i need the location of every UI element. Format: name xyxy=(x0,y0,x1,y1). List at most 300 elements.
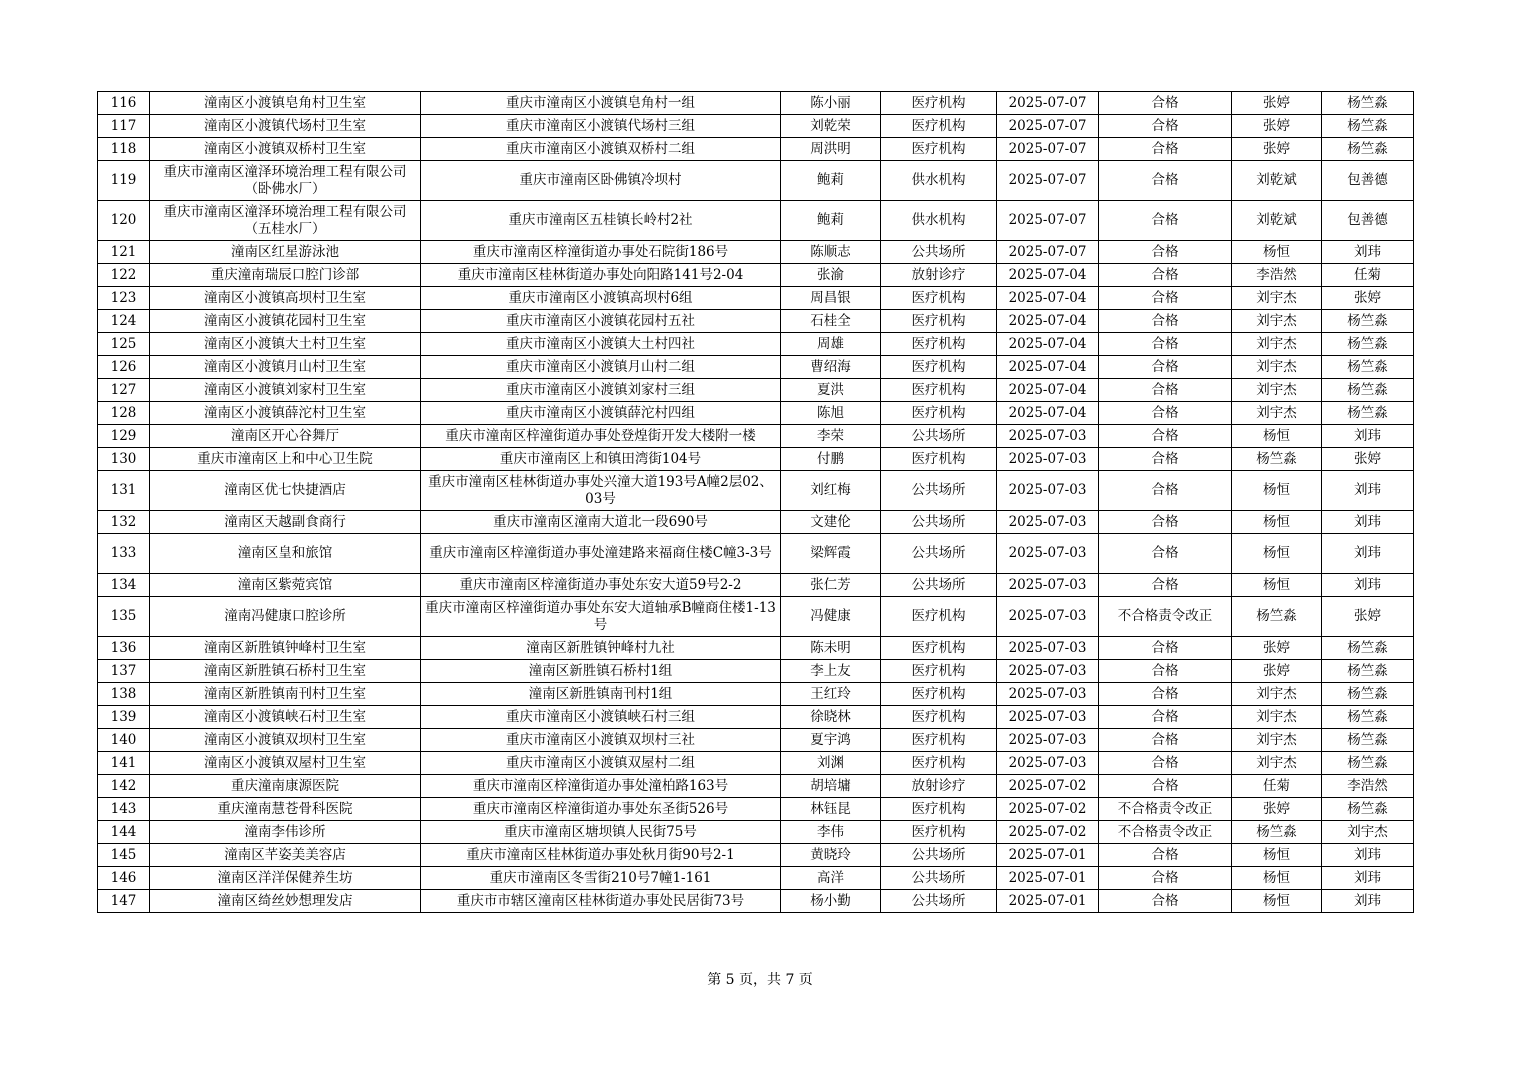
row-number-cell: 127 xyxy=(98,379,150,402)
inspector-2-cell: 刘玮 xyxy=(1322,471,1414,511)
inspection-date-cell: 2025-07-07 xyxy=(997,138,1099,161)
table-row xyxy=(98,683,1414,706)
inspector-2-cell: 刘宇杰 xyxy=(1322,821,1414,844)
table-row xyxy=(98,775,1414,798)
unit-name-cell: 潼南区小渡镇双屋村卫生室 xyxy=(150,752,421,775)
inspection-result-cell: 合格 xyxy=(1099,534,1232,574)
unit-address-cell: 重庆市潼南区五桂镇长岭村2社 xyxy=(421,201,781,241)
unit-address-cell: 重庆市潼南区小渡镇双坝村三社 xyxy=(421,729,781,752)
table-row xyxy=(98,752,1414,775)
table-row xyxy=(98,241,1414,264)
inspection-date-cell: 2025-07-03 xyxy=(997,637,1099,660)
legal-representative-cell: 胡培墉 xyxy=(781,775,881,798)
inspector-1-cell: 杨竺淼 xyxy=(1232,448,1322,471)
legal-representative-cell: 王红玲 xyxy=(781,683,881,706)
inspection-date-cell: 2025-07-03 xyxy=(997,425,1099,448)
inspector-1-cell: 杨竺淼 xyxy=(1232,597,1322,637)
inspection-date-cell: 2025-07-02 xyxy=(997,821,1099,844)
table-row xyxy=(98,287,1414,310)
legal-representative-cell: 付鹏 xyxy=(781,448,881,471)
inspector-1-cell: 张婷 xyxy=(1232,138,1322,161)
legal-representative-cell: 张仁芳 xyxy=(781,574,881,597)
category-cell: 医疗机构 xyxy=(881,402,997,425)
row-number-cell: 138 xyxy=(98,683,150,706)
row-number-cell: 126 xyxy=(98,356,150,379)
inspector-2-cell: 杨竺淼 xyxy=(1322,356,1414,379)
inspection-result-cell: 合格 xyxy=(1099,890,1232,913)
inspector-2-cell: 刘玮 xyxy=(1322,574,1414,597)
category-cell: 医疗机构 xyxy=(881,138,997,161)
legal-representative-cell: 文建伦 xyxy=(781,511,881,534)
legal-representative-cell: 周雄 xyxy=(781,333,881,356)
inspector-2-cell: 杨竺淼 xyxy=(1322,752,1414,775)
unit-name-cell: 重庆市潼南区潼泽环境治理工程有限公司（五桂水厂） xyxy=(150,201,421,241)
table-row xyxy=(98,867,1414,890)
table-row xyxy=(98,138,1414,161)
category-cell: 医疗机构 xyxy=(881,752,997,775)
inspection-date-cell: 2025-07-03 xyxy=(997,752,1099,775)
row-number-cell: 116 xyxy=(98,92,150,115)
unit-name-cell: 潼南冯健康口腔诊所 xyxy=(150,597,421,637)
unit-name-cell: 潼南区皇和旅馆 xyxy=(150,534,421,574)
legal-representative-cell: 夏宇鸿 xyxy=(781,729,881,752)
legal-representative-cell: 曹绍海 xyxy=(781,356,881,379)
inspector-2-cell: 李浩然 xyxy=(1322,775,1414,798)
unit-address-cell: 重庆市市辖区潼南区桂林街道办事处民居街73号 xyxy=(421,890,781,913)
inspector-2-cell: 刘玮 xyxy=(1322,844,1414,867)
unit-address-cell: 重庆市潼南区梓潼街道办事处登煌街开发大楼附一楼 xyxy=(421,425,781,448)
inspector-1-cell: 杨竺淼 xyxy=(1232,821,1322,844)
category-cell: 公共场所 xyxy=(881,844,997,867)
inspector-1-cell: 杨恒 xyxy=(1232,425,1322,448)
inspection-result-cell: 合格 xyxy=(1099,287,1232,310)
row-number-cell: 121 xyxy=(98,241,150,264)
inspection-date-cell: 2025-07-02 xyxy=(997,798,1099,821)
unit-address-cell: 重庆市潼南区桂林街道办事处兴潼大道193号A幢2层02、03号 xyxy=(421,471,781,511)
row-number-cell: 132 xyxy=(98,511,150,534)
inspector-1-cell: 张婷 xyxy=(1232,115,1322,138)
row-number-cell: 145 xyxy=(98,844,150,867)
unit-name-cell: 潼南区小渡镇峡石村卫生室 xyxy=(150,706,421,729)
category-cell: 医疗机构 xyxy=(881,637,997,660)
row-number-cell: 125 xyxy=(98,333,150,356)
row-number-cell: 133 xyxy=(98,534,150,574)
table-row xyxy=(98,201,1414,241)
inspection-date-cell: 2025-07-04 xyxy=(997,333,1099,356)
category-cell: 放射诊疗 xyxy=(881,775,997,798)
inspection-result-cell: 合格 xyxy=(1099,310,1232,333)
inspector-2-cell: 刘玮 xyxy=(1322,241,1414,264)
unit-address-cell: 重庆市潼南区梓潼街道办事处潼建路来福商住楼C幢3-3号 xyxy=(421,534,781,574)
table-row xyxy=(98,471,1414,511)
table-row xyxy=(98,448,1414,471)
unit-name-cell: 潼南区小渡镇高坝村卫生室 xyxy=(150,287,421,310)
inspection-result-cell: 不合格责令改正 xyxy=(1099,597,1232,637)
row-number-cell: 122 xyxy=(98,264,150,287)
inspector-2-cell: 张婷 xyxy=(1322,287,1414,310)
row-number-cell: 118 xyxy=(98,138,150,161)
table-row xyxy=(98,310,1414,333)
unit-address-cell: 重庆市潼南区梓潼街道办事处潼柏路163号 xyxy=(421,775,781,798)
inspector-2-cell: 张婷 xyxy=(1322,597,1414,637)
inspector-1-cell: 张婷 xyxy=(1232,92,1322,115)
category-cell: 医疗机构 xyxy=(881,706,997,729)
inspection-date-cell: 2025-07-04 xyxy=(997,379,1099,402)
category-cell: 医疗机构 xyxy=(881,821,997,844)
legal-representative-cell: 石桂全 xyxy=(781,310,881,333)
category-cell: 公共场所 xyxy=(881,511,997,534)
category-cell: 医疗机构 xyxy=(881,115,997,138)
inspector-2-cell: 杨竺淼 xyxy=(1322,310,1414,333)
unit-address-cell: 重庆市潼南区卧佛镇冷坝村 xyxy=(421,161,781,201)
inspection-date-cell: 2025-07-07 xyxy=(997,115,1099,138)
inspector-2-cell: 刘玮 xyxy=(1322,511,1414,534)
category-cell: 公共场所 xyxy=(881,425,997,448)
inspector-1-cell: 刘宇杰 xyxy=(1232,402,1322,425)
inspection-result-cell: 合格 xyxy=(1099,92,1232,115)
unit-address-cell: 潼南区新胜镇钟峰村九社 xyxy=(421,637,781,660)
legal-representative-cell: 高洋 xyxy=(781,867,881,890)
legal-representative-cell: 李荣 xyxy=(781,425,881,448)
unit-name-cell: 潼南区小渡镇花园村卫生室 xyxy=(150,310,421,333)
row-number-cell: 124 xyxy=(98,310,150,333)
legal-representative-cell: 刘红梅 xyxy=(781,471,881,511)
legal-representative-cell: 陈未明 xyxy=(781,637,881,660)
inspection-result-cell: 合格 xyxy=(1099,379,1232,402)
inspection-date-cell: 2025-07-03 xyxy=(997,597,1099,637)
inspection-date-cell: 2025-07-07 xyxy=(997,241,1099,264)
inspection-result-cell: 合格 xyxy=(1099,241,1232,264)
inspection-date-cell: 2025-07-03 xyxy=(997,660,1099,683)
inspection-result-cell: 合格 xyxy=(1099,775,1232,798)
row-number-cell: 131 xyxy=(98,471,150,511)
inspector-1-cell: 刘宇杰 xyxy=(1232,752,1322,775)
table-body xyxy=(98,92,1414,913)
inspector-2-cell: 刘玮 xyxy=(1322,867,1414,890)
inspector-2-cell: 杨竺淼 xyxy=(1322,637,1414,660)
inspector-1-cell: 杨恒 xyxy=(1232,241,1322,264)
category-cell: 医疗机构 xyxy=(881,356,997,379)
unit-address-cell: 重庆市潼南区小渡镇刘家村三组 xyxy=(421,379,781,402)
row-number-cell: 134 xyxy=(98,574,150,597)
inspector-1-cell: 任菊 xyxy=(1232,775,1322,798)
legal-representative-cell: 徐晓林 xyxy=(781,706,881,729)
table-row xyxy=(98,92,1414,115)
category-cell: 医疗机构 xyxy=(881,310,997,333)
unit-name-cell: 潼南区新胜镇钟峰村卫生室 xyxy=(150,637,421,660)
category-cell: 公共场所 xyxy=(881,471,997,511)
row-number-cell: 117 xyxy=(98,115,150,138)
inspector-2-cell: 刘玮 xyxy=(1322,534,1414,574)
inspector-1-cell: 刘宇杰 xyxy=(1232,379,1322,402)
unit-address-cell: 潼南区新胜镇石桥村1组 xyxy=(421,660,781,683)
table-row xyxy=(98,511,1414,534)
row-number-cell: 128 xyxy=(98,402,150,425)
page-footer: 第 5 页，共 7 页 xyxy=(707,972,813,988)
inspection-date-cell: 2025-07-07 xyxy=(997,201,1099,241)
inspector-2-cell: 杨竺淼 xyxy=(1322,660,1414,683)
unit-address-cell: 重庆市潼南区冬雪街210号7幢1-161 xyxy=(421,867,781,890)
unit-address-cell: 重庆市潼南区桂林街道办事处向阳路141号2-04 xyxy=(421,264,781,287)
inspection-date-cell: 2025-07-04 xyxy=(997,310,1099,333)
legal-representative-cell: 冯健康 xyxy=(781,597,881,637)
inspector-1-cell: 张婷 xyxy=(1232,637,1322,660)
category-cell: 医疗机构 xyxy=(881,597,997,637)
category-cell: 医疗机构 xyxy=(881,448,997,471)
table-row xyxy=(98,890,1414,913)
row-number-cell: 136 xyxy=(98,637,150,660)
unit-name-cell: 潼南区小渡镇月山村卫生室 xyxy=(150,356,421,379)
inspection-result-cell: 合格 xyxy=(1099,264,1232,287)
inspection-result-cell: 合格 xyxy=(1099,402,1232,425)
inspection-result-cell: 合格 xyxy=(1099,511,1232,534)
row-number-cell: 147 xyxy=(98,890,150,913)
category-cell: 供水机构 xyxy=(881,201,997,241)
legal-representative-cell: 陈顺志 xyxy=(781,241,881,264)
inspection-date-cell: 2025-07-07 xyxy=(997,161,1099,201)
table-row xyxy=(98,534,1414,574)
inspection-result-cell: 合格 xyxy=(1099,138,1232,161)
legal-representative-cell: 夏洪 xyxy=(781,379,881,402)
inspector-1-cell: 刘宇杰 xyxy=(1232,333,1322,356)
inspection-result-cell: 合格 xyxy=(1099,161,1232,201)
table-row xyxy=(98,264,1414,287)
inspection-result-cell: 合格 xyxy=(1099,867,1232,890)
inspection-result-cell: 合格 xyxy=(1099,201,1232,241)
unit-name-cell: 潼南区洋洋保健养生坊 xyxy=(150,867,421,890)
category-cell: 公共场所 xyxy=(881,241,997,264)
unit-address-cell: 重庆市潼南区小渡镇高坝村6组 xyxy=(421,287,781,310)
category-cell: 医疗机构 xyxy=(881,683,997,706)
inspection-result-cell: 合格 xyxy=(1099,683,1232,706)
inspection-result-cell: 合格 xyxy=(1099,448,1232,471)
inspection-date-cell: 2025-07-04 xyxy=(997,402,1099,425)
inspector-1-cell: 刘乾斌 xyxy=(1232,201,1322,241)
inspector-2-cell: 刘玮 xyxy=(1322,425,1414,448)
inspection-result-cell: 合格 xyxy=(1099,574,1232,597)
inspector-1-cell: 张婷 xyxy=(1232,660,1322,683)
inspector-1-cell: 杨恒 xyxy=(1232,844,1322,867)
unit-address-cell: 重庆市潼南区小渡镇花园村五社 xyxy=(421,310,781,333)
inspector-2-cell: 包善德 xyxy=(1322,201,1414,241)
unit-name-cell: 潼南区小渡镇代场村卫生室 xyxy=(150,115,421,138)
inspection-table xyxy=(97,91,1414,913)
inspection-date-cell: 2025-07-01 xyxy=(997,890,1099,913)
legal-representative-cell: 鲍莉 xyxy=(781,201,881,241)
inspector-1-cell: 杨恒 xyxy=(1232,534,1322,574)
table-row xyxy=(98,333,1414,356)
legal-representative-cell: 陈旭 xyxy=(781,402,881,425)
inspection-result-cell: 合格 xyxy=(1099,844,1232,867)
table-row xyxy=(98,821,1414,844)
inspector-1-cell: 刘宇杰 xyxy=(1232,706,1322,729)
unit-name-cell: 潼南区开心谷舞厅 xyxy=(150,425,421,448)
inspection-result-cell: 合格 xyxy=(1099,729,1232,752)
legal-representative-cell: 杨小勤 xyxy=(781,890,881,913)
row-number-cell: 123 xyxy=(98,287,150,310)
unit-name-cell: 潼南李伟诊所 xyxy=(150,821,421,844)
row-number-cell: 137 xyxy=(98,660,150,683)
table-row xyxy=(98,425,1414,448)
category-cell: 放射诊疗 xyxy=(881,264,997,287)
row-number-cell: 139 xyxy=(98,706,150,729)
inspector-1-cell: 杨恒 xyxy=(1232,574,1322,597)
inspection-date-cell: 2025-07-03 xyxy=(997,729,1099,752)
inspector-1-cell: 杨恒 xyxy=(1232,867,1322,890)
inspection-result-cell: 合格 xyxy=(1099,333,1232,356)
unit-name-cell: 潼南区小渡镇双坝村卫生室 xyxy=(150,729,421,752)
inspector-2-cell: 杨竺淼 xyxy=(1322,333,1414,356)
category-cell: 医疗机构 xyxy=(881,92,997,115)
table-row xyxy=(98,379,1414,402)
row-number-cell: 142 xyxy=(98,775,150,798)
unit-name-cell: 潼南区绮丝妙想理发店 xyxy=(150,890,421,913)
inspector-1-cell: 刘宇杰 xyxy=(1232,356,1322,379)
category-cell: 公共场所 xyxy=(881,890,997,913)
inspector-1-cell: 李浩然 xyxy=(1232,264,1322,287)
inspection-date-cell: 2025-07-03 xyxy=(997,511,1099,534)
inspector-1-cell: 刘宇杰 xyxy=(1232,310,1322,333)
inspector-1-cell: 张婷 xyxy=(1232,798,1322,821)
row-number-cell: 141 xyxy=(98,752,150,775)
unit-address-cell: 潼南区新胜镇南刊村1组 xyxy=(421,683,781,706)
inspector-2-cell: 包善德 xyxy=(1322,161,1414,201)
unit-name-cell: 重庆市潼南区上和中心卫生院 xyxy=(150,448,421,471)
inspector-2-cell: 杨竺淼 xyxy=(1322,798,1414,821)
inspection-result-cell: 合格 xyxy=(1099,706,1232,729)
category-cell: 医疗机构 xyxy=(881,729,997,752)
unit-address-cell: 重庆市潼南区梓潼街道办事处东安大道59号2-2 xyxy=(421,574,781,597)
table-row xyxy=(98,574,1414,597)
inspection-date-cell: 2025-07-03 xyxy=(997,574,1099,597)
unit-name-cell: 潼南区紫菀宾馆 xyxy=(150,574,421,597)
inspector-2-cell: 杨竺淼 xyxy=(1322,92,1414,115)
unit-address-cell: 重庆市潼南区小渡镇薛沱村四组 xyxy=(421,402,781,425)
inspector-1-cell: 杨恒 xyxy=(1232,890,1322,913)
unit-address-cell: 重庆市潼南区桂林街道办事处秋月街90号2-1 xyxy=(421,844,781,867)
row-number-cell: 140 xyxy=(98,729,150,752)
unit-name-cell: 潼南区芊姿美美容店 xyxy=(150,844,421,867)
unit-name-cell: 重庆潼南康源医院 xyxy=(150,775,421,798)
category-cell: 医疗机构 xyxy=(881,287,997,310)
legal-representative-cell: 陈小丽 xyxy=(781,92,881,115)
inspector-2-cell: 杨竺淼 xyxy=(1322,683,1414,706)
category-cell: 公共场所 xyxy=(881,574,997,597)
unit-address-cell: 重庆市潼南区潼南大道北一段690号 xyxy=(421,511,781,534)
unit-address-cell: 重庆市潼南区小渡镇双桥村二组 xyxy=(421,138,781,161)
unit-address-cell: 重庆市潼南区小渡镇双屋村二组 xyxy=(421,752,781,775)
unit-name-cell: 重庆潼南慧苍骨科医院 xyxy=(150,798,421,821)
inspection-date-cell: 2025-07-03 xyxy=(997,534,1099,574)
table-row xyxy=(98,706,1414,729)
inspector-1-cell: 刘乾斌 xyxy=(1232,161,1322,201)
inspector-2-cell: 杨竺淼 xyxy=(1322,379,1414,402)
table-row xyxy=(98,402,1414,425)
row-number-cell: 120 xyxy=(98,201,150,241)
unit-address-cell: 重庆市潼南区梓潼街道办事处东圣街526号 xyxy=(421,798,781,821)
table-row xyxy=(98,637,1414,660)
unit-name-cell: 潼南区小渡镇大土村卫生室 xyxy=(150,333,421,356)
inspector-1-cell: 杨恒 xyxy=(1232,471,1322,511)
unit-address-cell: 重庆市潼南区上和镇田湾街104号 xyxy=(421,448,781,471)
unit-address-cell: 重庆市潼南区小渡镇代场村三组 xyxy=(421,115,781,138)
row-number-cell: 129 xyxy=(98,425,150,448)
unit-name-cell: 潼南区优七快捷酒店 xyxy=(150,471,421,511)
inspection-result-cell: 合格 xyxy=(1099,660,1232,683)
inspection-result-cell: 合格 xyxy=(1099,115,1232,138)
legal-representative-cell: 周洪明 xyxy=(781,138,881,161)
legal-representative-cell: 梁辉霞 xyxy=(781,534,881,574)
inspection-date-cell: 2025-07-01 xyxy=(997,844,1099,867)
unit-name-cell: 潼南区新胜镇石桥村卫生室 xyxy=(150,660,421,683)
unit-name-cell: 潼南区小渡镇双桥村卫生室 xyxy=(150,138,421,161)
row-number-cell: 135 xyxy=(98,597,150,637)
table-row xyxy=(98,660,1414,683)
inspection-result-cell: 合格 xyxy=(1099,471,1232,511)
unit-address-cell: 重庆市潼南区梓潼街道办事处石院街186号 xyxy=(421,241,781,264)
inspection-date-cell: 2025-07-01 xyxy=(997,867,1099,890)
unit-name-cell: 潼南区红星游泳池 xyxy=(150,241,421,264)
unit-address-cell: 重庆市潼南区小渡镇皂角村一组 xyxy=(421,92,781,115)
inspector-2-cell: 杨竺淼 xyxy=(1322,115,1414,138)
row-number-cell: 130 xyxy=(98,448,150,471)
unit-address-cell: 重庆市潼南区梓潼街道办事处东安大道轴承B幢商住楼1-13号 xyxy=(421,597,781,637)
category-cell: 医疗机构 xyxy=(881,660,997,683)
table-row xyxy=(98,729,1414,752)
table-row xyxy=(98,798,1414,821)
unit-address-cell: 重庆市潼南区小渡镇峡石村三组 xyxy=(421,706,781,729)
inspection-date-cell: 2025-07-03 xyxy=(997,471,1099,511)
legal-representative-cell: 林钰昆 xyxy=(781,798,881,821)
row-number-cell: 119 xyxy=(98,161,150,201)
inspector-2-cell: 杨竺淼 xyxy=(1322,402,1414,425)
table-row xyxy=(98,115,1414,138)
legal-representative-cell: 周昌银 xyxy=(781,287,881,310)
unit-address-cell: 重庆市潼南区小渡镇大土村四社 xyxy=(421,333,781,356)
legal-representative-cell: 刘乾荣 xyxy=(781,115,881,138)
row-number-cell: 143 xyxy=(98,798,150,821)
legal-representative-cell: 李伟 xyxy=(781,821,881,844)
inspector-2-cell: 杨竺淼 xyxy=(1322,706,1414,729)
unit-name-cell: 重庆市潼南区潼泽环境治理工程有限公司（卧佛水厂） xyxy=(150,161,421,201)
inspection-result-cell: 不合格责令改正 xyxy=(1099,821,1232,844)
unit-name-cell: 潼南区新胜镇南刊村卫生室 xyxy=(150,683,421,706)
inspection-result-cell: 合格 xyxy=(1099,425,1232,448)
unit-name-cell: 潼南区小渡镇薛沱村卫生室 xyxy=(150,402,421,425)
legal-representative-cell: 李上友 xyxy=(781,660,881,683)
legal-representative-cell: 张渝 xyxy=(781,264,881,287)
inspection-date-cell: 2025-07-03 xyxy=(997,706,1099,729)
inspection-result-cell: 合格 xyxy=(1099,356,1232,379)
legal-representative-cell: 黄晓玲 xyxy=(781,844,881,867)
category-cell: 医疗机构 xyxy=(881,333,997,356)
table-row xyxy=(98,597,1414,637)
unit-name-cell: 潼南区小渡镇皂角村卫生室 xyxy=(150,92,421,115)
inspection-date-cell: 2025-07-04 xyxy=(997,356,1099,379)
inspector-2-cell: 杨竺淼 xyxy=(1322,138,1414,161)
inspection-date-cell: 2025-07-03 xyxy=(997,448,1099,471)
inspector-1-cell: 刘宇杰 xyxy=(1232,287,1322,310)
inspector-2-cell: 刘玮 xyxy=(1322,890,1414,913)
inspection-date-cell: 2025-07-04 xyxy=(997,264,1099,287)
row-number-cell: 144 xyxy=(98,821,150,844)
row-number-cell: 146 xyxy=(98,867,150,890)
table-row xyxy=(98,161,1414,201)
inspection-date-cell: 2025-07-04 xyxy=(997,287,1099,310)
unit-name-cell: 潼南区小渡镇刘家村卫生室 xyxy=(150,379,421,402)
inspector-2-cell: 张婷 xyxy=(1322,448,1414,471)
category-cell: 医疗机构 xyxy=(881,798,997,821)
